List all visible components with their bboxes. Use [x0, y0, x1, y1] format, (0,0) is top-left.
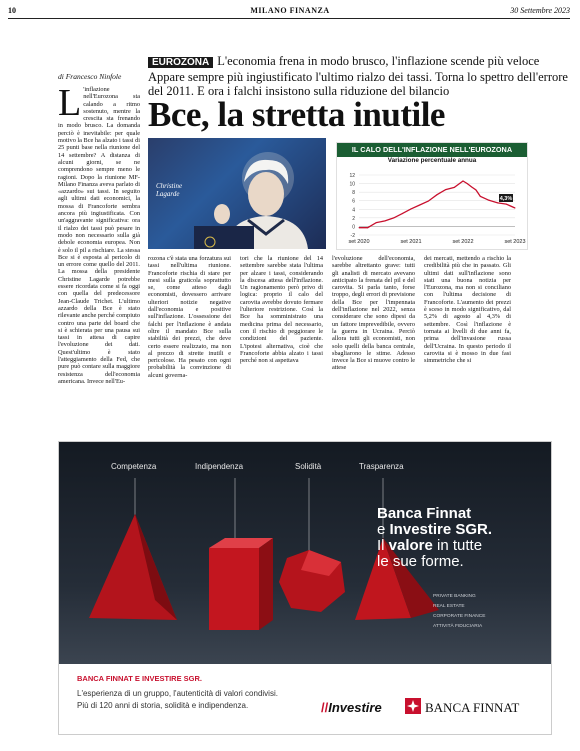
series-line	[359, 181, 515, 228]
y-tick-label: -2	[350, 233, 355, 239]
service-fiduciaria: ATTIVITÀ FIDUCIARIA	[433, 624, 483, 629]
ad-headline-line-4: le sue forme.	[377, 553, 464, 570]
finnat-star-icon	[405, 698, 421, 714]
ad-word-competenza: Competenza	[111, 462, 157, 471]
dropcap: L	[58, 82, 82, 124]
data-point	[506, 204, 507, 205]
annotation-label: 4,3%	[499, 196, 513, 202]
ad-h2a: e	[377, 521, 390, 538]
x-tick-label: set 2022	[452, 239, 474, 245]
ad-footer	[59, 664, 551, 734]
service-real-estate: REAL ESTATE	[433, 604, 465, 609]
chart-plot	[337, 143, 527, 249]
headline: Bce, la stretta inutile	[148, 95, 445, 134]
y-tick-label: 8	[352, 190, 355, 197]
investire-logo	[321, 700, 382, 715]
service-private-banking: PRIVATE BANKING	[433, 594, 476, 599]
y-tick-label: 2	[352, 215, 355, 222]
chart-title: IL CALO DELL'INFLAZIONE NELL'EUROZONA	[337, 143, 527, 157]
data-point	[463, 181, 464, 182]
data-point	[515, 208, 516, 209]
y-tick-label: 4	[352, 207, 355, 214]
page-header	[0, 0, 580, 18]
ad-footer-text	[77, 688, 278, 712]
ad-footer-line-1: L'esperienza di un gruppo, l'autenticità di valori condivisi.	[77, 689, 278, 698]
data-point	[402, 213, 403, 214]
ad-visual	[59, 442, 551, 664]
article-column-5: dei mercati, mettendo a rischio la credibilità più che in passato. Gli ultimi dati sull'inflazione sono stati una buona notizia per l'Eurozona, ma non si conciliano con l'ultima decisione di Francoforte. L'aumento dei prezzi è sceso in modo significativo, dal 5,2% di agosto al 4,3% di settembre. Così l'inflazione è tornata ai livelli di due anni fa, prima dell'invasione russa dell'Ucraina. In questo periodo il carovita si è mosso in due fasi simmetriche che si	[424, 255, 511, 365]
ad-h3a: Il	[377, 537, 389, 554]
ad-h3b: valore	[388, 537, 433, 554]
caption-line-2: Lagarde	[156, 190, 180, 198]
data-point	[428, 201, 429, 202]
data-point	[497, 202, 498, 203]
data-point	[385, 220, 386, 221]
ad-headline-line-2	[377, 522, 492, 538]
article-column-1	[58, 82, 141, 385]
investire-logo-text: Investire	[328, 700, 382, 715]
x-tick-label: set 2023	[504, 239, 526, 245]
x-tick-label: set 2021	[400, 239, 422, 245]
data-point	[393, 217, 394, 218]
kicker-text: L'economia frena in modo brusco, l'inflazione scende più veloce Appare sempre più ingiustificato l'ultimo rialzo dei tassi. Torna lo spettro dell'errore del 2011. E ora i falchi insistono sulla riduzione del bilancio	[148, 54, 568, 98]
service-corporate-finance: CORPORATE FINANCE	[433, 614, 486, 619]
ad-headline-line-3	[377, 538, 492, 554]
column-1-text: 'inflazione nell'Eurozona sta calando a ritmo sostenuto, mentre la crescita sta frenando in modo brusco. La domanda perciò è inevitabile: per quale motivo la Bce ha alzato i tassi di 25 punti base nella riunione del 14 settembre? A distanza di alcuni giorni, se ne comprendono sempre meno le ragioni. Dopo la riunione MF-Milano Finanza aveva parlato di «azzardo» sui tassi. In seguito agli ultimi dati economici, la mossa di Francoforte sembra ancora più ingiustificata. Con un'aggravante significativa: ora il rialzo dei tassi può pesare in modo non necessario sulla già debole economia europea. Non è solo il pil a rischiare. La stessa Bce si è esposta al pericolo di un errore come quello del 2011. La mossa della presidente Christine Lagarde potrebbe essere ricordata come si fa oggi con quella del predecessore Jean-Claude Trichet. L'ultimo azzardo della Bce è stato rilevante anche perché compiuto contro una parte del board che si è schierata per una pausa sui tassi in attesa di capire l'evoluzione dei dati. Quest'ultimo è stato l'atteggiamento della Fed, che pure può contare sulla maggiore resistenza dell'economia americana. Invece nell'Eu-	[58, 86, 141, 385]
finnat-logo-icon	[405, 698, 421, 714]
ad-footer-line-2: Più di 120 anni di storia, solidità e indipendenza.	[77, 701, 249, 710]
data-point	[419, 205, 420, 206]
finnat-logo-text: BANCA FINNAT	[425, 700, 520, 715]
y-tick-label: 10	[349, 181, 355, 188]
ad-word-trasparenza: Trasparenza	[359, 462, 404, 471]
article-column-2: rozona c'è stata una forzatura sui tassi nell'ultima riunione. Francoforte rischia di stare per mesi sulla graticola soprattutto se, come atteso dagli economisti, dovessero arrivare ulteriori notizie negative dall'economia e positive sull'inflazione. L'ossessione dei falchi per l'inflazione è andata oltre il mandato Bce sulla stabilità dei prezzi, che deve certo essere realizzato, ma non al prezzo di strette inutili e pericolose. Ha pesato con ogni probabilità la convinzione di alcuni governa-	[148, 255, 231, 379]
x-tick-label: set 2020	[348, 239, 370, 245]
caption-line-1: Christine	[156, 182, 183, 190]
ad-headline	[377, 506, 492, 570]
newspaper-name: MILANO FINANZA	[250, 6, 330, 15]
data-point	[367, 227, 368, 228]
ad-word-indipendenza: Indipendenza	[195, 462, 244, 471]
data-point	[454, 187, 455, 188]
kicker	[148, 54, 568, 98]
photo-caption	[156, 182, 182, 198]
data-point	[359, 227, 360, 228]
byline: di Francesco Ninfole	[58, 72, 122, 81]
ad-footer-title: BANCA FINNAT E INVESTIRE SGR.	[77, 674, 203, 683]
ad-h3c: in tutte	[432, 537, 483, 554]
article-column-3: tori che la riunione del 14 settembre sarebbe stata l'ultima per alzare i tassi, considerando la discesa attesa dell'inflazione. Un ragionamento però privo di logica: proprio il calo del carovita avrebbe dovuto fermare l'ulteriore restrizione. Così la Bce ha somministrato una medicina prima del necessario, con il rischio di peggiorare le condizioni del paziente. L'ipotesi alternativa, cioè che Francoforte abbia alzato i tassi perché non si aspettava	[240, 255, 323, 365]
data-point	[376, 222, 377, 223]
page-number: 10	[8, 6, 16, 15]
y-tick-label: 0	[352, 224, 355, 231]
issue-date: 30 Settembre 2023	[510, 6, 570, 15]
chart-subtitle: Variazione percentuale annua	[387, 157, 477, 164]
data-point	[411, 208, 412, 209]
section-tag: EUROZONA	[148, 57, 213, 68]
lagarde-photo	[148, 138, 326, 249]
data-point	[467, 183, 468, 184]
data-point	[445, 189, 446, 190]
investire-logo-mark: //	[321, 700, 329, 715]
inflation-chart	[336, 142, 528, 250]
y-tick-label: 12	[349, 173, 355, 179]
y-tick-label: 6	[352, 198, 355, 205]
data-point	[471, 187, 472, 188]
ad-headline-line-1: Banca Finnat	[377, 505, 472, 522]
ad-h2b: Investire SGR.	[389, 521, 493, 538]
data-point	[476, 190, 477, 191]
ad-services-list	[433, 592, 485, 632]
data-point	[437, 194, 438, 195]
ad-word-solidita: Solidità	[295, 462, 322, 471]
advertisement[interactable]	[58, 441, 552, 735]
data-point	[489, 200, 490, 201]
article-column-4: l'evoluzione dell'economia, sarebbe altrettanto grave: tutti gli analisti di mercato avevano anticipato la frenata del pil e del carovita. Si parla tanto, forse troppo, degli errori di previsione della Bce per l'impennata dell'inflazione nel 2022, senza considerare che sono dipesi da un fattore imprevedibile, ovvero la guerra in Ucraina. Perciò allora tutti gli economisti, non solo quelli della banca centrale, sbagliarono le stime. Adesso invece la Bce si muove contro le attese	[332, 255, 415, 372]
header-rule	[8, 18, 570, 19]
data-point	[480, 196, 481, 197]
